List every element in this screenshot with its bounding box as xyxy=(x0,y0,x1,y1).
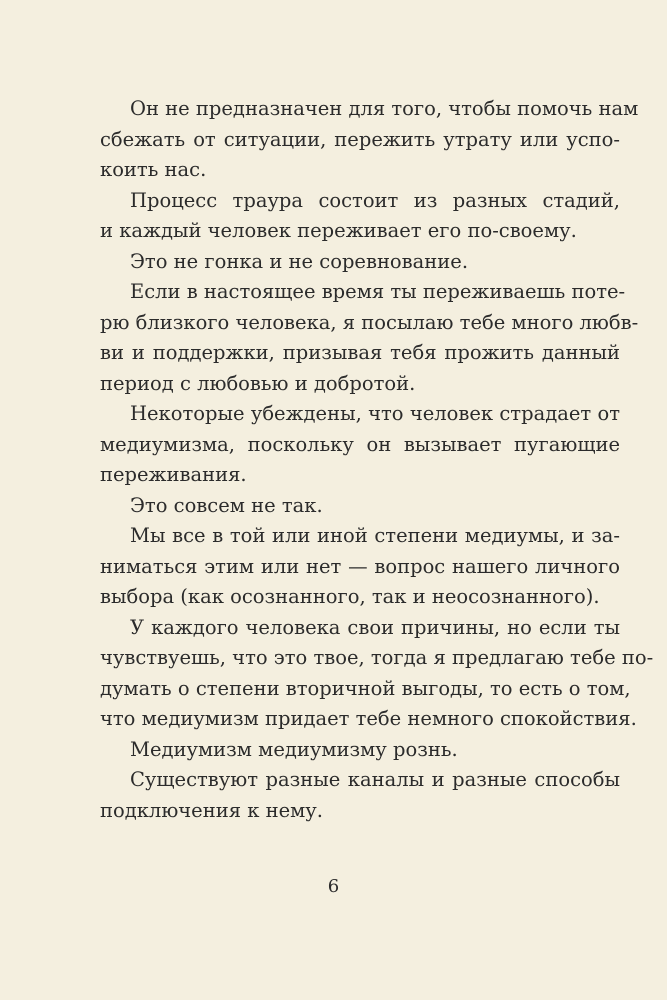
text-line: Если в настоящее время ты переживаешь поте- xyxy=(130,280,626,303)
text-line: медиумизма, поскольку он вызывает пугающие xyxy=(100,432,620,456)
paragraph xyxy=(100,491,620,522)
text-line: Он не предназначен для того, чтобы помочь нам xyxy=(130,97,639,120)
paragraph xyxy=(100,521,620,613)
text-line: сбежать от ситуации, пережить утрату или успо- xyxy=(100,127,620,151)
paragraph xyxy=(100,735,620,766)
text-line: Существуют разные каналы и разные способы xyxy=(130,768,620,791)
text-line: ви и поддержки, призывая тебя прожить данный xyxy=(100,341,620,364)
text-line: Это совсем не так. xyxy=(130,493,323,517)
text-line: период с любовью и добротой. xyxy=(100,371,416,395)
text-line: Это не гонка и не соревнование. xyxy=(130,249,469,273)
text-line: рю близкого человека, я посылаю тебе много любв- xyxy=(100,310,639,334)
text-line: ниматься этим или нет — вопрос нашего личного xyxy=(100,554,620,578)
paragraph xyxy=(100,94,639,186)
text-line: Процесс траура состоит из разных стадий, xyxy=(130,188,620,212)
text-line: У каждого человека свои причины, но если ты xyxy=(130,615,620,639)
paragraph xyxy=(100,247,620,278)
text-line: коить нас. xyxy=(100,158,207,181)
text-line: чувствуешь, что это твое, тогда я предлагаю тебе по- xyxy=(100,646,654,669)
text-line: выбора (как осознанного, так и неосознанного). xyxy=(100,585,600,608)
text-line: подключения к нему. xyxy=(100,798,323,822)
paragraph xyxy=(100,186,620,247)
text-line: и каждый человек переживает его по-своему. xyxy=(100,219,577,242)
body-text xyxy=(100,94,654,826)
text-line: Медиумизм медиумизму рознь. xyxy=(130,737,458,761)
text-line: думать о степени вторичной выгоды, то есть о том, xyxy=(100,676,631,700)
text-line: переживания. xyxy=(100,463,247,486)
page-number: 6 xyxy=(327,876,340,897)
text-line: Некоторые убеждены, что человек страдает от xyxy=(130,402,620,425)
paragraph xyxy=(100,399,620,491)
text-line: что медиумизм придает тебе немного спокойствия. xyxy=(100,707,637,730)
paragraph xyxy=(100,277,639,399)
paragraph xyxy=(100,613,654,735)
paragraph xyxy=(100,765,620,826)
text-line: Мы все в той или иной степени медиумы, и за- xyxy=(130,524,620,547)
